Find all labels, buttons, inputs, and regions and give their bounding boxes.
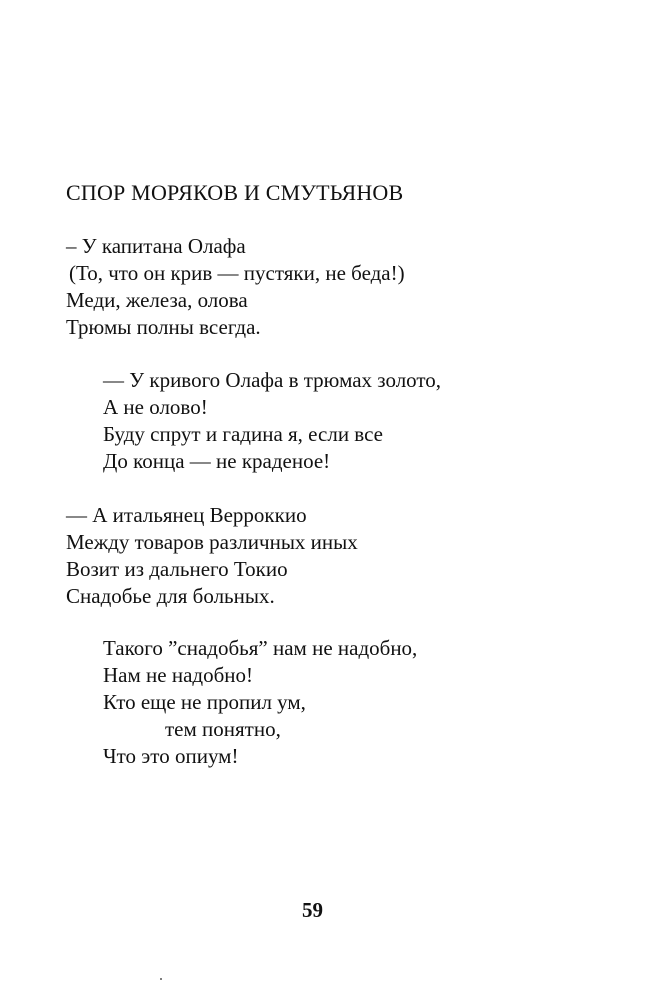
print-speck [160, 978, 162, 980]
poem-line: Кто еще не пропил ум, [103, 690, 306, 714]
poem-line: Буду спрут и гадина я, если все [103, 422, 383, 446]
poem-line: Снадобье для больных. [66, 584, 275, 608]
poem-line: – У капитана Олафа [66, 234, 246, 258]
poem-line: А не олово! [103, 395, 208, 419]
poem-title: СПОР МОРЯКОВ И СМУТЬЯНОВ [66, 180, 404, 205]
poem-line: — А итальянец Верроккио [66, 503, 307, 527]
poem-line: Трюмы полны всегда. [66, 315, 261, 339]
stanza-4 [103, 635, 417, 770]
poem-line: Такого ”снадобья” нам не надобно, [103, 636, 418, 660]
poem-line: тем понятно, [165, 717, 281, 741]
poem-line: Между товаров различных иных [66, 530, 358, 554]
page-number: 59 [302, 898, 323, 922]
poem-line: До конца — не краденое! [103, 449, 331, 473]
stanza-1 [66, 233, 405, 341]
poem-line: Нам не надобно! [103, 663, 253, 687]
poem-line: (То, что он крив — пустяки, не беда!) [69, 261, 405, 285]
poem-line: Возит из дальнего Токио [66, 557, 288, 581]
stanza-3 [66, 502, 358, 610]
poem-line: — У кривого Олафа в трюмах золото, [103, 368, 442, 392]
poem-line: Что это опиум! [103, 744, 239, 768]
stanza-2 [103, 367, 441, 475]
poem-line: Меди, железа, олова [66, 288, 248, 312]
